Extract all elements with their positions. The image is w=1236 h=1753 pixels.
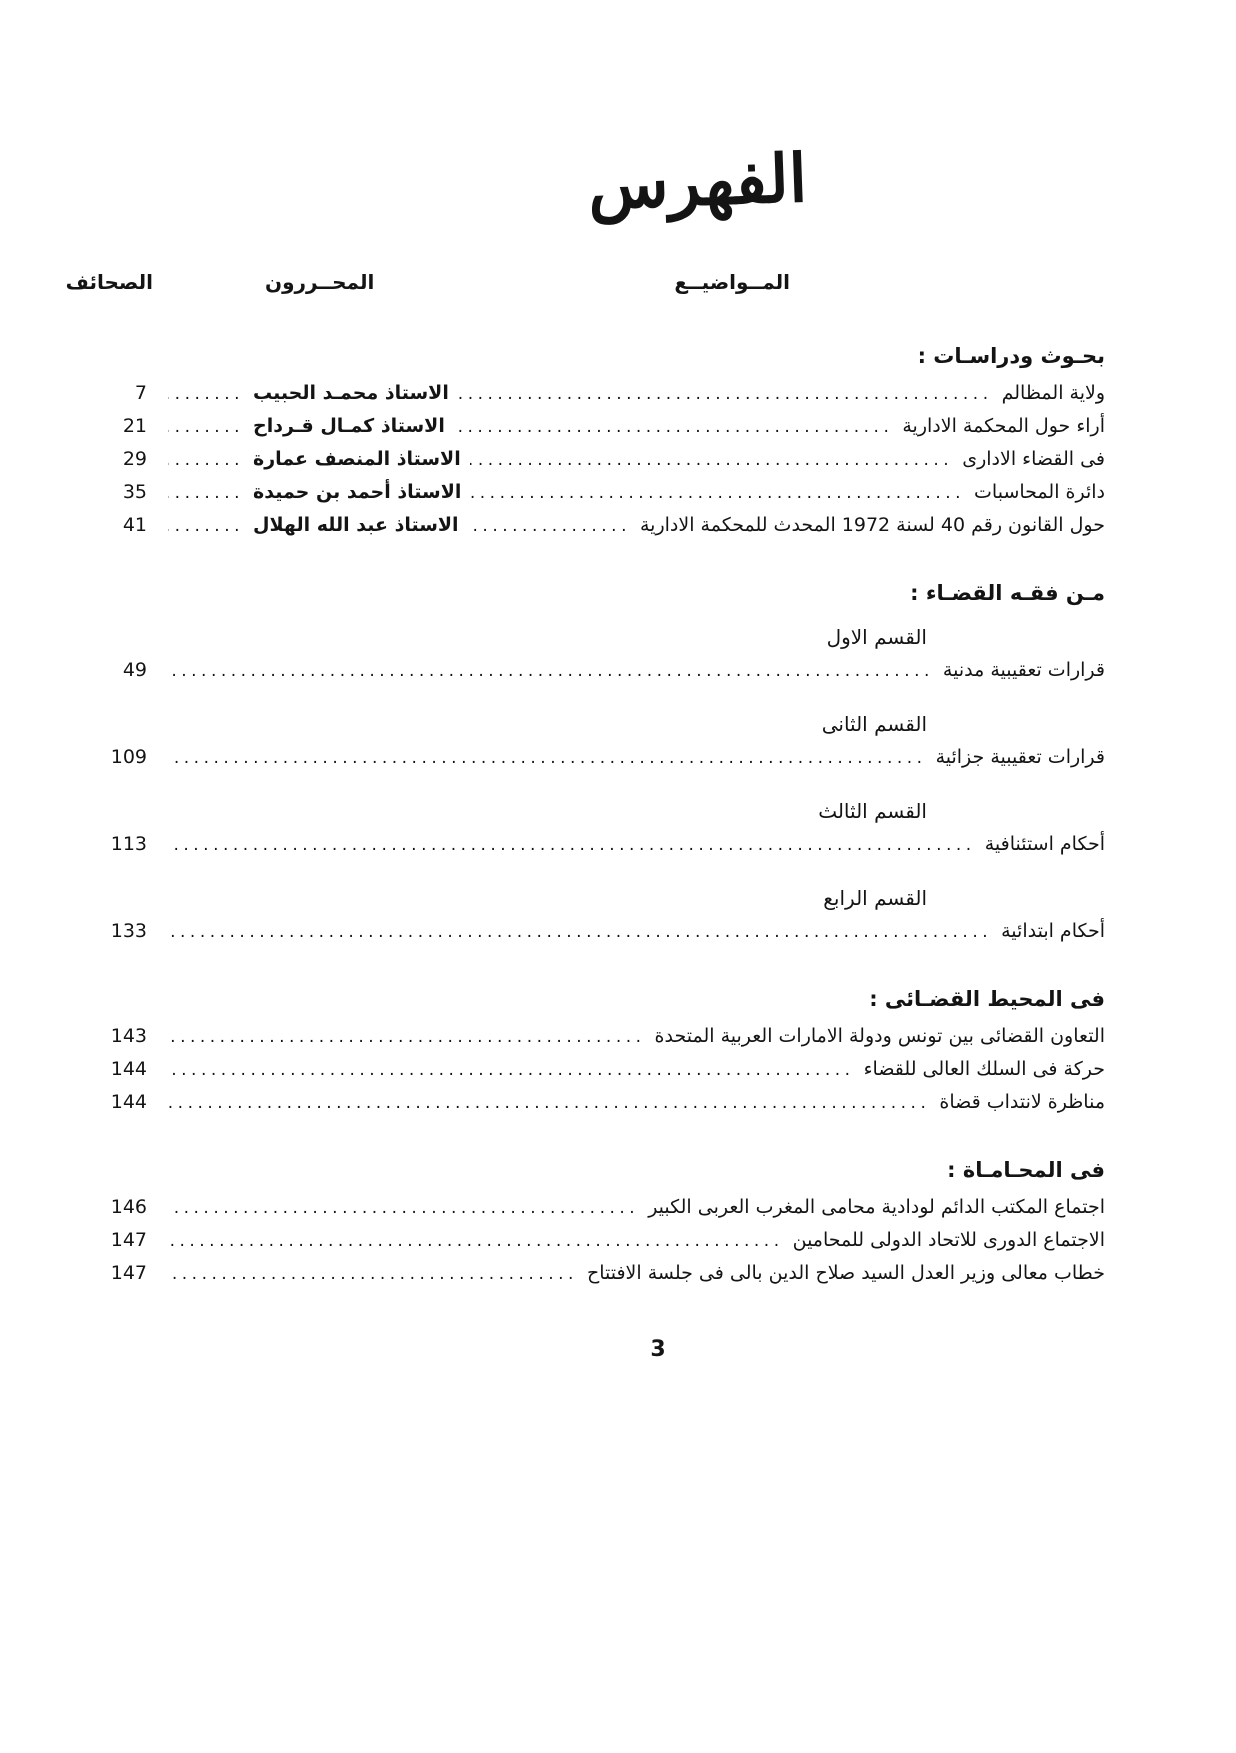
toc-row — [95, 1262, 1105, 1295]
column-headers — [65, 269, 1105, 294]
toc-page-number: 144 — [110, 1090, 147, 1113]
toc-sections — [95, 344, 1105, 1295]
dotted-leader — [168, 516, 244, 536]
dotted-leader — [168, 417, 244, 437]
section-heading: مـن فقـه القضـاء : — [910, 580, 1105, 605]
section-subheading: القسم الثالث — [818, 798, 927, 823]
column-header-pages: الصحائف — [65, 269, 153, 294]
toc-editor: الاستاذ محمـد الحبيب — [253, 381, 449, 404]
toc-row — [95, 920, 1105, 953]
toc-page-number: 147 — [110, 1228, 147, 1251]
dotted-leader — [168, 922, 992, 942]
dotted-leader — [168, 450, 244, 470]
toc-page-number: 133 — [110, 919, 147, 942]
dotted-leader — [168, 748, 927, 768]
dotted-leader — [168, 1027, 646, 1047]
dotted-leader — [168, 1264, 578, 1284]
toc-row — [95, 746, 1105, 779]
toc-page-number: 143 — [110, 1024, 147, 1047]
section-subheading: القسم الاول — [826, 624, 927, 649]
toc-topic: الاجتماع الدورى للاتحاد الدولى للمحامين — [792, 1228, 1105, 1251]
dotted-leader — [168, 384, 244, 404]
dotted-leader — [468, 516, 631, 536]
toc-row — [95, 1229, 1105, 1262]
toc-page-number: 21 — [122, 414, 147, 437]
dotted-leader — [168, 1093, 930, 1113]
toc-topic: مناظرة لانتداب قضاة — [939, 1090, 1105, 1113]
toc-editor: الاستاذ عبد الله الهلال — [253, 513, 459, 536]
toc-editor: الاستاذ كمـال قـرداح — [253, 414, 445, 437]
dotted-leader — [168, 661, 934, 681]
toc-row — [95, 659, 1105, 692]
toc-editor: الاستاذ أحمد بن حميدة — [253, 480, 462, 503]
toc-row — [95, 1058, 1105, 1091]
dotted-leader — [454, 417, 894, 437]
toc-editor: الاستاذ المنصف عمارة — [253, 447, 461, 470]
toc-page-number: 113 — [110, 832, 147, 855]
toc-topic: أحكام استئنافية — [984, 832, 1105, 855]
toc-topic: قرارات تعقيبية جزائية — [935, 745, 1105, 768]
section-subheading: القسم الرابع — [823, 885, 927, 910]
toc-topic: حول القانون رقم 40 لسنة 1972 المحدث للمحكمة الادارية — [639, 513, 1105, 536]
toc-topic: حركة فى السلك العالى للقضاء — [863, 1057, 1105, 1080]
toc-topic: التعاون القضائى بين تونس ودولة الامارات العربية المتحدة — [654, 1024, 1105, 1047]
toc-row — [95, 1025, 1105, 1058]
page-number-footer: 3 — [650, 1336, 666, 1362]
toc-page-number: 144 — [110, 1057, 147, 1080]
toc-page-number: 29 — [122, 447, 147, 470]
section-heading: فى المحـامـاة : — [947, 1157, 1105, 1182]
dotted-leader — [168, 483, 244, 503]
dotted-leader — [458, 384, 993, 404]
dotted-leader — [168, 1231, 784, 1251]
toc-page-number: 146 — [110, 1195, 147, 1218]
toc-row — [95, 1091, 1105, 1124]
document-title: الفهرس — [586, 138, 809, 225]
toc-row — [95, 448, 1105, 481]
toc-row — [95, 1196, 1105, 1229]
dotted-leader — [168, 1060, 855, 1080]
toc-topic: فى القضاء الادارى — [962, 447, 1105, 470]
toc-page-number: 109 — [110, 745, 147, 768]
toc-page-number: 147 — [110, 1261, 147, 1284]
toc-page-number: 49 — [122, 658, 147, 681]
toc-topic: ولاية المظالم — [1001, 381, 1105, 404]
toc-row — [95, 833, 1105, 866]
toc-page-number: 7 — [134, 381, 147, 404]
toc-topic: قرارات تعقيبية مدنية — [942, 658, 1105, 681]
section-heading: فى المحيط القضـائى : — [869, 986, 1105, 1011]
toc-page-number: 41 — [122, 513, 147, 536]
column-header-editors: المحــررون — [265, 269, 375, 294]
section-heading: بحـوث ودراسـات : — [917, 343, 1105, 368]
toc-row — [95, 481, 1105, 514]
dotted-leader — [470, 450, 954, 470]
dotted-leader — [168, 1198, 639, 1218]
toc-topic: دائرة المحاسبات — [974, 480, 1105, 503]
toc-topic: خطاب معالى وزير العدل السيد صلاح الدين بالى فى جلسة الافتتاح — [586, 1261, 1105, 1284]
toc-row — [95, 514, 1105, 547]
toc-row — [95, 382, 1105, 415]
dotted-leader — [168, 835, 976, 855]
toc-topic: أراء حول المحكمة الادارية — [902, 414, 1105, 437]
toc-topic: اجتماع المكتب الدائم لودادية محامى المغرب العربى الكبير — [648, 1195, 1105, 1218]
toc-row — [95, 415, 1105, 448]
toc-page-number: 35 — [122, 480, 147, 503]
dotted-leader — [470, 483, 965, 503]
toc-topic: أحكام ابتدائية — [1001, 919, 1105, 942]
column-header-topics: المــواضيــع — [674, 269, 790, 294]
section-subheading: القسم الثانى — [821, 711, 927, 736]
